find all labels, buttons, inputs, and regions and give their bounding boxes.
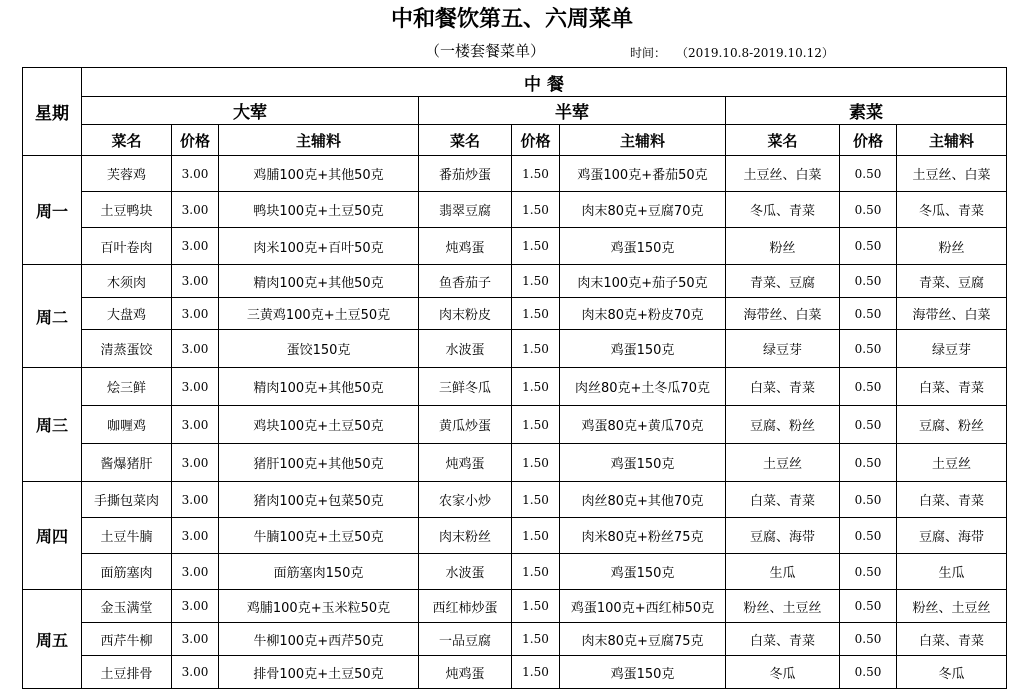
big-meat-price-cell: 3.00: [172, 656, 219, 689]
big-meat-price-cell: 3.00: [172, 192, 219, 228]
half-meat-price-cell: 1.50: [512, 330, 560, 368]
half-meat-price-cell: 1.50: [512, 298, 560, 330]
half-meat-ingredients-cell: 鸡蛋150克: [560, 330, 726, 368]
vegetable-price-cell: 0.50: [840, 590, 897, 623]
half-meat-ingredients-cell: 肉丝80克+其他70克: [560, 482, 726, 518]
big-meat-dish-name-cell: 百叶卷肉: [82, 228, 172, 265]
big-meat-dish-name-cell: 咖喱鸡: [82, 406, 172, 444]
menu-table: [22, 67, 1007, 689]
big-meat-dish-name-cell: 烩三鲜: [82, 368, 172, 406]
table-row: [23, 518, 1007, 554]
table-row: [23, 330, 1007, 368]
vegetable-dish-name-cell: 土豆丝、白菜: [726, 156, 840, 192]
category-big-meat: 大荤: [82, 97, 419, 125]
table-row: [23, 228, 1007, 265]
half-meat-dish-name-cell: 翡翠豆腐: [419, 192, 512, 228]
big-meat-price-cell: 3.00: [172, 298, 219, 330]
half-meat-price-cell: 1.50: [512, 518, 560, 554]
big-meat-dish-name-cell: 大盘鸡: [82, 298, 172, 330]
big-meat-dish-name-cell: 芙蓉鸡: [82, 156, 172, 192]
half-meat-price-cell: 1.50: [512, 265, 560, 298]
date-label: 时间：: [630, 46, 667, 60]
half-meat-price-cell: 1.50: [512, 156, 560, 192]
menu-subtitle: （一楼套餐菜单）: [425, 42, 546, 60]
vegetable-price-cell: 0.50: [840, 192, 897, 228]
vegetable-price-cell: 0.50: [840, 330, 897, 368]
big-meat-ingredients-cell: 牛柳100克+西芹50克: [219, 623, 419, 656]
vegetable-dish-name-cell: 豆腐、海带: [726, 518, 840, 554]
vegetable-price-cell: 0.50: [840, 368, 897, 406]
half-meat-price-cell: 1.50: [512, 368, 560, 406]
big-meat-price-cell: 3.00: [172, 368, 219, 406]
vegetable-dish-name-cell: 粉丝: [726, 228, 840, 265]
table-row: [23, 554, 1007, 590]
half-meat-dish-name-cell: 鱼香茄子: [419, 265, 512, 298]
big-meat-dish-name-cell: 酱爆猪肝: [82, 444, 172, 482]
big-meat-ingredients-cell: 蛋饺150克: [219, 330, 419, 368]
vegetable-price-cell: 0.50: [840, 228, 897, 265]
big-meat-dish-name-cell: 土豆牛腩: [82, 518, 172, 554]
table-row: [23, 192, 1007, 228]
big-meat-price-cell: 3.00: [172, 518, 219, 554]
column-ingredients: 主辅料: [219, 125, 419, 156]
half-meat-ingredients-cell: 鸡蛋80克+黄瓜70克: [560, 406, 726, 444]
big-meat-ingredients-cell: 猪肝100克+其他50克: [219, 444, 419, 482]
lunch-header: 中 餐: [82, 68, 1007, 97]
big-meat-ingredients-cell: 鸭块100克+土豆50克: [219, 192, 419, 228]
table-row: [23, 623, 1007, 656]
big-meat-ingredients-cell: 鸡脯100克+玉米粒50克: [219, 590, 419, 623]
vegetable-ingredients-cell: 白菜、青菜: [897, 623, 1007, 656]
half-meat-price-cell: 1.50: [512, 482, 560, 518]
vegetable-ingredients-cell: 白菜、青菜: [897, 368, 1007, 406]
big-meat-price-cell: 3.00: [172, 482, 219, 518]
half-meat-price-cell: 1.50: [512, 590, 560, 623]
column-price: 价格: [512, 125, 560, 156]
column-dish-name: 菜名: [82, 125, 172, 156]
vegetable-price-cell: 0.50: [840, 265, 897, 298]
half-meat-ingredients-cell: 鸡蛋150克: [560, 656, 726, 689]
half-meat-dish-name-cell: 水波蛋: [419, 330, 512, 368]
half-meat-ingredients-cell: 肉米80克+粉丝75克: [560, 518, 726, 554]
big-meat-dish-name-cell: 面筋塞肉: [82, 554, 172, 590]
vegetable-ingredients-cell: 绿豆芽: [897, 330, 1007, 368]
big-meat-price-cell: 3.00: [172, 406, 219, 444]
big-meat-dish-name-cell: 木须肉: [82, 265, 172, 298]
half-meat-dish-name-cell: 农家小炒: [419, 482, 512, 518]
half-meat-dish-name-cell: 三鲜冬瓜: [419, 368, 512, 406]
vegetable-dish-name-cell: 白菜、青菜: [726, 482, 840, 518]
half-meat-ingredients-cell: 肉丝80克+土冬瓜70克: [560, 368, 726, 406]
half-meat-dish-name-cell: 黄瓜炒蛋: [419, 406, 512, 444]
big-meat-price-cell: 3.00: [172, 623, 219, 656]
half-meat-ingredients-cell: 鸡蛋100克+番茄50克: [560, 156, 726, 192]
big-meat-ingredients-cell: 肉米100克+百叶50克: [219, 228, 419, 265]
half-meat-ingredients-cell: 鸡蛋100克+西红柿50克: [560, 590, 726, 623]
big-meat-dish-name-cell: 清蒸蛋饺: [82, 330, 172, 368]
half-meat-price-cell: 1.50: [512, 444, 560, 482]
half-meat-dish-name-cell: 炖鸡蛋: [419, 228, 512, 265]
half-meat-price-cell: 1.50: [512, 228, 560, 265]
big-meat-ingredients-cell: 鸡脯100克+其他50克: [219, 156, 419, 192]
column-dish-name: 菜名: [726, 125, 840, 156]
half-meat-dish-name-cell: 肉末粉丝: [419, 518, 512, 554]
page-title: 中和餐饮第五、六周菜单: [390, 6, 633, 32]
table-row: [23, 298, 1007, 330]
big-meat-price-cell: 3.00: [172, 156, 219, 192]
column-price: 价格: [172, 125, 219, 156]
big-meat-price-cell: 3.00: [172, 265, 219, 298]
big-meat-price-cell: 3.00: [172, 554, 219, 590]
vegetable-ingredients-cell: 冬瓜: [897, 656, 1007, 689]
vegetable-dish-name-cell: 绿豆芽: [726, 330, 840, 368]
half-meat-dish-name-cell: 水波蛋: [419, 554, 512, 590]
big-meat-ingredients-cell: 牛腩100克+土豆50克: [219, 518, 419, 554]
half-meat-dish-name-cell: 番茄炒蛋: [419, 156, 512, 192]
table-row: [23, 590, 1007, 623]
half-meat-price-cell: 1.50: [512, 656, 560, 689]
vegetable-ingredients-cell: 青菜、豆腐: [897, 265, 1007, 298]
vegetable-price-cell: 0.50: [840, 518, 897, 554]
big-meat-dish-name-cell: 土豆鸭块: [82, 192, 172, 228]
big-meat-ingredients-cell: 三黄鸡100克+土豆50克: [219, 298, 419, 330]
vegetable-ingredients-cell: 土豆丝、白菜: [897, 156, 1007, 192]
big-meat-ingredients-cell: 猪肉100克+包菜50克: [219, 482, 419, 518]
weekday-cell: 周五: [23, 590, 82, 689]
vegetable-dish-name-cell: 青菜、豆腐: [726, 265, 840, 298]
half-meat-ingredients-cell: 肉末100克+茄子50克: [560, 265, 726, 298]
big-meat-dish-name-cell: 手撕包菜肉: [82, 482, 172, 518]
big-meat-dish-name-cell: 土豆排骨: [82, 656, 172, 689]
vegetable-price-cell: 0.50: [840, 156, 897, 192]
big-meat-ingredients-cell: 精肉100克+其他50克: [219, 265, 419, 298]
weekday-cell: 周一: [23, 156, 82, 265]
half-meat-ingredients-cell: 鸡蛋150克: [560, 554, 726, 590]
weekday-cell: 周四: [23, 482, 82, 590]
column-price: 价格: [840, 125, 897, 156]
vegetable-ingredients-cell: 白菜、青菜: [897, 482, 1007, 518]
vegetable-dish-name-cell: 土豆丝: [726, 444, 840, 482]
half-meat-price-cell: 1.50: [512, 406, 560, 444]
half-meat-dish-name-cell: 肉末粉皮: [419, 298, 512, 330]
vegetable-ingredients-cell: 生瓜: [897, 554, 1007, 590]
half-meat-price-cell: 1.50: [512, 623, 560, 656]
table-row: [23, 265, 1007, 298]
vegetable-price-cell: 0.50: [840, 298, 897, 330]
big-meat-price-cell: 3.00: [172, 228, 219, 265]
vegetable-ingredients-cell: 粉丝: [897, 228, 1007, 265]
vegetable-ingredients-cell: 冬瓜、青菜: [897, 192, 1007, 228]
vegetable-ingredients-cell: 土豆丝: [897, 444, 1007, 482]
column-ingredients: 主辅料: [897, 125, 1007, 156]
vegetable-dish-name-cell: 冬瓜、青菜: [726, 192, 840, 228]
big-meat-ingredients-cell: 面筋塞肉150克: [219, 554, 419, 590]
big-meat-ingredients-cell: 精肉100克+其他50克: [219, 368, 419, 406]
vegetable-price-cell: 0.50: [840, 656, 897, 689]
half-meat-dish-name-cell: 西红柿炒蛋: [419, 590, 512, 623]
half-meat-dish-name-cell: 炖鸡蛋: [419, 444, 512, 482]
table-row: [23, 406, 1007, 444]
weekday-cell: 周三: [23, 368, 82, 482]
big-meat-ingredients-cell: 鸡块100克+土豆50克: [219, 406, 419, 444]
half-meat-ingredients-cell: 肉末80克+豆腐75克: [560, 623, 726, 656]
half-meat-price-cell: 1.50: [512, 192, 560, 228]
big-meat-ingredients-cell: 排骨100克+土豆50克: [219, 656, 419, 689]
category-half-meat: 半荤: [419, 97, 726, 125]
half-meat-ingredients-cell: 鸡蛋150克: [560, 228, 726, 265]
vegetable-price-cell: 0.50: [840, 444, 897, 482]
column-dish-name: 菜名: [419, 125, 512, 156]
vegetable-price-cell: 0.50: [840, 482, 897, 518]
vegetable-dish-name-cell: 豆腐、粉丝: [726, 406, 840, 444]
half-meat-dish-name-cell: 一品豆腐: [419, 623, 512, 656]
vegetable-ingredients-cell: 豆腐、海带: [897, 518, 1007, 554]
vegetable-price-cell: 0.50: [840, 554, 897, 590]
table-row: [23, 156, 1007, 192]
vegetable-ingredients-cell: 海带丝、白菜: [897, 298, 1007, 330]
weekday-header: 星期: [23, 68, 82, 156]
half-meat-dish-name-cell: 炖鸡蛋: [419, 656, 512, 689]
vegetable-dish-name-cell: 白菜、青菜: [726, 623, 840, 656]
table-row: [23, 444, 1007, 482]
date-range: （2019.10.8-2019.10.12）: [676, 46, 834, 60]
half-meat-ingredients-cell: 鸡蛋150克: [560, 444, 726, 482]
half-meat-ingredients-cell: 肉末80克+粉皮70克: [560, 298, 726, 330]
vegetable-dish-name-cell: 白菜、青菜: [726, 368, 840, 406]
category-vegetable: 素菜: [726, 97, 1007, 125]
big-meat-price-cell: 3.00: [172, 444, 219, 482]
table-row: [23, 368, 1007, 406]
weekday-cell: 周二: [23, 265, 82, 368]
table-row: [23, 656, 1007, 689]
vegetable-price-cell: 0.50: [840, 623, 897, 656]
half-meat-ingredients-cell: 肉末80克+豆腐70克: [560, 192, 726, 228]
vegetable-price-cell: 0.50: [840, 406, 897, 444]
vegetable-dish-name-cell: 生瓜: [726, 554, 840, 590]
vegetable-dish-name-cell: 海带丝、白菜: [726, 298, 840, 330]
table-row: [23, 482, 1007, 518]
vegetable-ingredients-cell: 粉丝、土豆丝: [897, 590, 1007, 623]
vegetable-dish-name-cell: 粉丝、土豆丝: [726, 590, 840, 623]
vegetable-dish-name-cell: 冬瓜: [726, 656, 840, 689]
big-meat-price-cell: 3.00: [172, 330, 219, 368]
big-meat-dish-name-cell: 金玉满堂: [82, 590, 172, 623]
big-meat-price-cell: 3.00: [172, 590, 219, 623]
column-ingredients: 主辅料: [560, 125, 726, 156]
big-meat-dish-name-cell: 西芹牛柳: [82, 623, 172, 656]
half-meat-price-cell: 1.50: [512, 554, 560, 590]
vegetable-ingredients-cell: 豆腐、粉丝: [897, 406, 1007, 444]
